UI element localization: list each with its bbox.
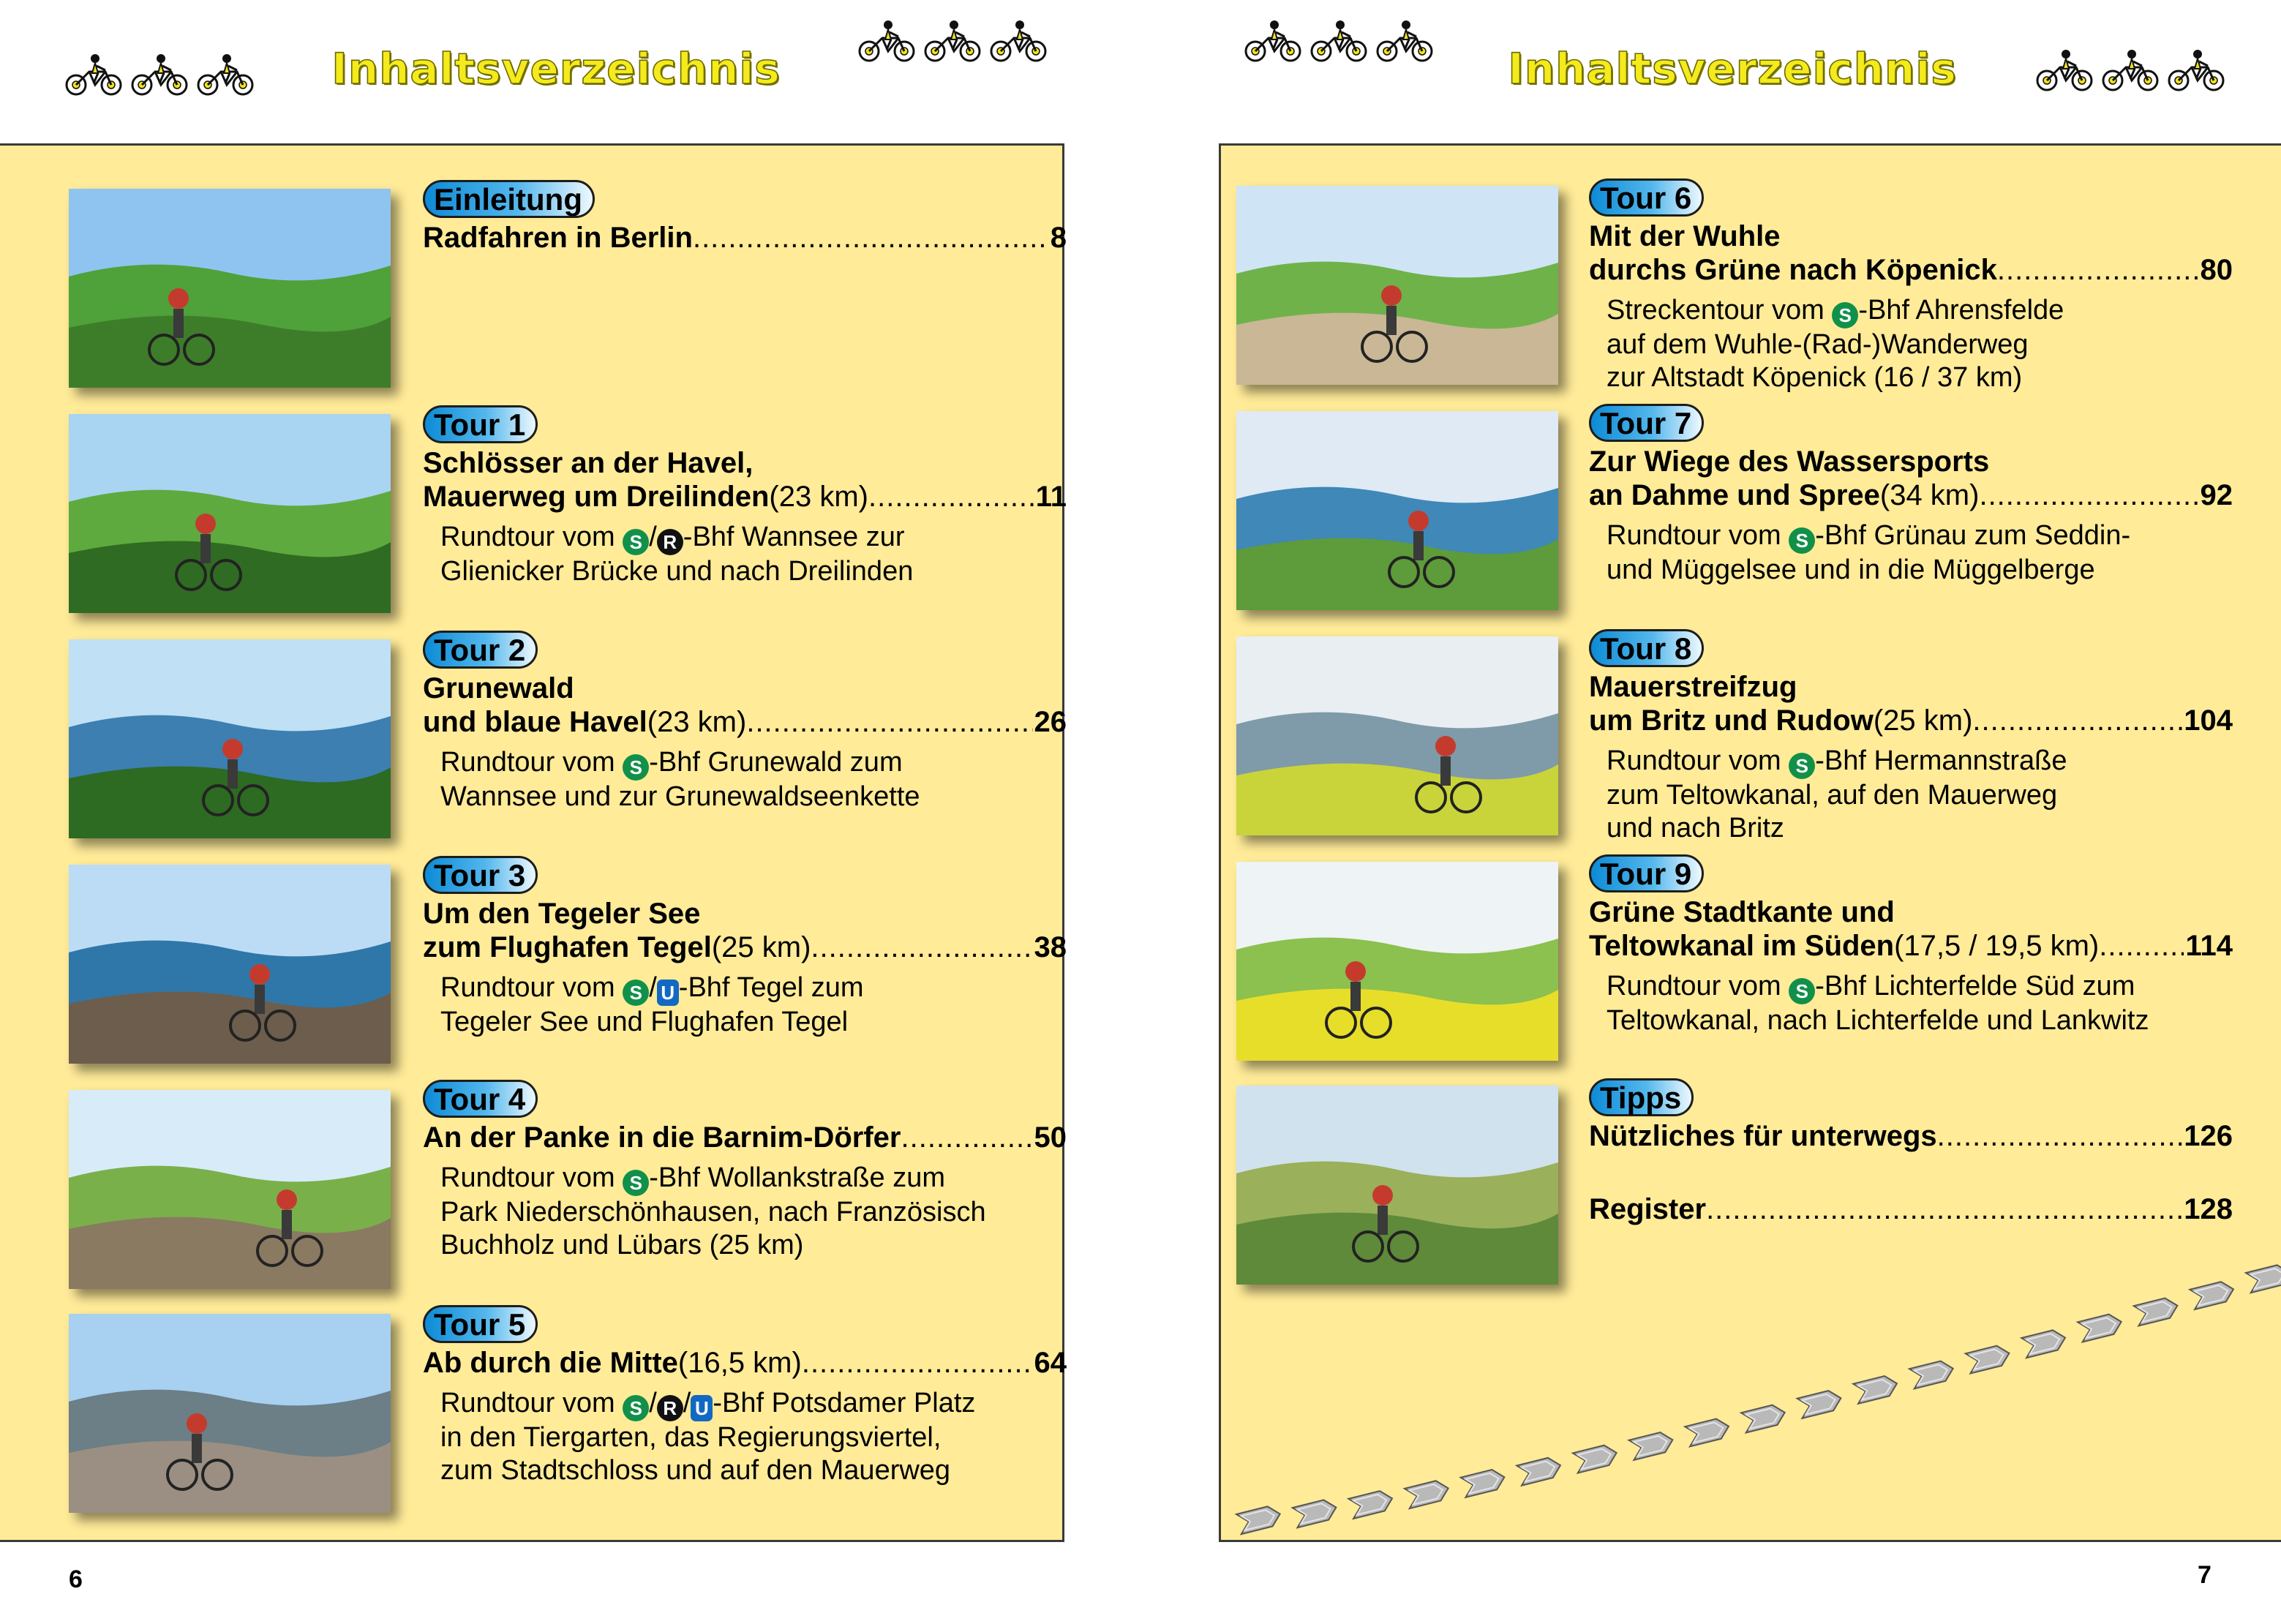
photo-image <box>69 639 391 838</box>
bicycle-icon <box>2035 47 2095 92</box>
photo-tour-6 <box>1236 186 1558 385</box>
u-bahn-icon: U <box>657 980 679 1006</box>
toc-entry-tour-3[interactable] <box>423 856 1067 1039</box>
bicycle-icon <box>1309 18 1369 63</box>
entry-description <box>423 746 1067 813</box>
page-number-right: 7 <box>2198 1561 2212 1589</box>
entry-title: und blaue Havel <box>423 706 647 738</box>
photo-tipps <box>1236 1086 1558 1285</box>
toc-line[interactable] <box>423 705 1067 739</box>
description-line <box>440 1162 1067 1196</box>
dot-leader <box>1937 1119 2183 1153</box>
bicycle-icon <box>130 51 190 97</box>
page-ref: 38 <box>1034 931 1067 963</box>
toc-line[interactable] <box>423 480 1067 514</box>
s-bahn-icon: S <box>623 529 649 555</box>
photo-tour-4 <box>69 1090 391 1289</box>
toc-entry-tour-8[interactable] <box>1589 629 2233 845</box>
description-line: Teltowkanal, nach Lichterfelde und Lankwitz <box>1607 1005 2149 1036</box>
photo-image <box>69 1090 391 1289</box>
description-post: -Bhf Grünau zum Seddin- <box>1815 520 2131 551</box>
description-line: Tegeler See und Flughafen Tegel <box>440 1007 849 1037</box>
dot-leader <box>693 221 1049 255</box>
bicycle-icon <box>989 18 1049 63</box>
bicycle-icon <box>64 51 124 97</box>
regional-train-icon: R <box>657 1395 683 1421</box>
description-line: Park Niederschönhausen, nach Französisch <box>440 1197 986 1228</box>
toc-entry-tour-1[interactable] <box>423 405 1067 588</box>
entry-title-line: Mauerstreifzug <box>1589 671 1797 703</box>
description-line <box>440 746 1067 781</box>
tour-badge: Einleitung <box>423 180 595 218</box>
toc-entry-tour-7[interactable] <box>1589 404 2233 587</box>
page-title-left: Inhaltsverzeichnis <box>331 44 781 94</box>
toc-entry-register[interactable] <box>1589 1192 2233 1226</box>
description-pre: Rundtour vom <box>440 747 623 778</box>
photo-tour-7 <box>1236 411 1558 610</box>
description-line <box>1607 294 2233 328</box>
description-post: -Bhf Wannsee zur <box>683 522 905 552</box>
tour-badge: Tipps <box>1589 1078 1694 1116</box>
bicycle-icon-group-left-a <box>64 51 256 97</box>
page-ref: 80 <box>2200 254 2233 286</box>
toc-entry-einleitung[interactable] <box>423 180 1067 255</box>
entry-title: Nützliches für unterwegs <box>1589 1120 1937 1152</box>
description-line: und Müggelsee und in die Müggelberge <box>1607 555 2095 585</box>
toc-line[interactable] <box>1589 704 2233 737</box>
entry-distance: (17,5 / 19,5 km) <box>1894 930 2100 962</box>
description-post: -Bhf Wollankstraße zum <box>649 1162 945 1193</box>
dot-leader <box>1979 478 2198 512</box>
s-bahn-icon: S <box>1789 753 1815 779</box>
description-post: -Bhf Lichterfelde Süd zum <box>1815 971 2135 1001</box>
s-bahn-icon: S <box>623 1170 649 1196</box>
dot-leader <box>1997 253 2199 287</box>
entry-distance: (25 km) <box>711 931 811 963</box>
entry-description <box>1589 970 2233 1037</box>
entry-description <box>423 521 1067 588</box>
entry-distance: (34 km) <box>1879 479 1980 511</box>
photo-image <box>69 865 391 1064</box>
page-title-right: Inhaltsverzeichnis <box>1508 44 1957 94</box>
entry-description <box>1589 294 2233 394</box>
toc-line[interactable] <box>1589 929 2233 963</box>
bicycle-icon <box>196 51 256 97</box>
description-line: Wannsee und zur Grunewaldseenkette <box>440 781 920 812</box>
page-ref: 92 <box>2200 479 2233 511</box>
description-pre: Rundtour vom <box>1607 745 1789 776</box>
tour-badge: Tour 3 <box>423 856 538 894</box>
tour-badge: Tour 9 <box>1589 854 1704 892</box>
dot-leader <box>811 931 1032 964</box>
description-pre: Rundtour vom <box>1607 971 1789 1001</box>
description-line: Rundtour vom S / R / U -Bhf Potsdamer Platz <box>440 1387 1067 1421</box>
toc-entry-tour-9[interactable] <box>1589 854 2233 1037</box>
page-ref: 8 <box>1050 222 1067 254</box>
toc-line[interactable] <box>423 1346 1067 1380</box>
bicycle-icon <box>923 18 983 63</box>
dot-leader <box>901 1121 1032 1154</box>
bicycle-icon <box>857 18 917 63</box>
entry-description <box>1589 519 2233 587</box>
description-post: -Bhf Ahrensfelde <box>1858 295 2064 326</box>
page-ref: 114 <box>2185 930 2233 962</box>
bicycle-icon-group-left-b <box>857 18 1049 63</box>
dot-leader <box>746 705 1032 739</box>
regional-train-icon: R <box>657 529 683 555</box>
entry-title-line: Zur Wiege des Wassersports <box>1589 446 1990 478</box>
s-bahn-icon: S <box>623 980 649 1006</box>
tour-badge: Tour 6 <box>1589 178 1704 217</box>
entry-title-line: Grunewald <box>423 672 574 704</box>
photo-image <box>1236 411 1558 610</box>
s-bahn-icon: S <box>623 1395 649 1421</box>
description-line: auf dem Wuhle-(Rad-)Wanderweg <box>1607 329 2029 360</box>
description-line: zum Teltowkanal, auf den Mauerweg <box>1607 780 2058 811</box>
photo-tour-5 <box>69 1314 391 1513</box>
photo-tour-3 <box>69 865 391 1064</box>
entry-title: Teltowkanal im Süden <box>1589 930 1895 962</box>
s-bahn-icon: S <box>1832 302 1858 328</box>
toc-line[interactable] <box>1589 1192 2233 1226</box>
photo-tour-2 <box>69 639 391 838</box>
entry-title-line: Grüne Stadtkante und <box>1589 896 1895 928</box>
description-line: Glienicker Brücke und nach Dreilinden <box>440 556 914 587</box>
toc-entry-tour-6[interactable] <box>1589 178 2233 394</box>
bicycle-icon-group-right-a <box>1244 18 1435 63</box>
tour-badge: Tour 7 <box>1589 404 1704 442</box>
description-post: -Bhf Potsdamer Platz <box>713 1388 976 1418</box>
photo-image <box>1236 1086 1558 1285</box>
photo-tour-8 <box>1236 636 1558 835</box>
toc-line[interactable] <box>1589 478 2233 512</box>
photo-image <box>1236 862 1558 1061</box>
toc-line[interactable] <box>1589 253 2233 287</box>
description-pre: Rundtour vom <box>1607 520 1789 551</box>
description-line: Buchholz und Lübars (25 km) <box>440 1230 804 1260</box>
description-line <box>1607 970 2233 1004</box>
description-pre: Streckentour vom <box>1607 295 1833 326</box>
description-line <box>1607 519 2233 554</box>
description-post: -Bhf Tegel zum <box>678 972 864 1003</box>
page-number-left: 6 <box>69 1565 83 1593</box>
description-line: in den Tiergarten, das Regierungsviertel, <box>440 1422 942 1453</box>
entry-description <box>1589 745 2233 845</box>
description-line: zum Stadtschloss und auf den Mauerweg <box>440 1455 951 1486</box>
entry-title: An der Panke in die Barnim-Dörfer <box>423 1121 901 1154</box>
description-line: zur Altstadt Köpenick (16 / 37 km) <box>1607 362 2023 393</box>
description-post: -Bhf Hermannstraße <box>1815 745 2067 776</box>
entry-description <box>423 971 1067 1039</box>
tour-badge: Tour 8 <box>1589 629 1704 667</box>
toc-line[interactable] <box>423 221 1067 255</box>
entry-title: durchs Grüne nach Köpenick <box>1589 254 1997 286</box>
tire-track-icon <box>1222 1244 2281 1544</box>
description-post: -Bhf Grunewald zum <box>649 747 903 778</box>
page-ref: 50 <box>1034 1121 1067 1154</box>
dot-leader <box>802 1346 1033 1380</box>
entry-title-line: Schlösser an der Havel, <box>423 447 754 479</box>
toc-entry-tipps[interactable] <box>1589 1078 2233 1153</box>
entry-title-line: Um den Tegeler See <box>423 898 701 930</box>
entry-title-line: Mit der Wuhle <box>1589 220 1781 252</box>
photo-image <box>1236 636 1558 835</box>
toc-line[interactable] <box>423 931 1067 964</box>
toc-line[interactable] <box>1589 1119 2233 1153</box>
entry-title: um Britz und Rudow <box>1589 704 1874 737</box>
toc-entry-tour-5[interactable] <box>423 1305 1067 1487</box>
dot-leader <box>1706 1192 2182 1226</box>
description-line: Rundtour vom S / U -Bhf Tegel zum <box>440 971 1067 1006</box>
u-bahn-icon: U <box>691 1395 713 1421</box>
description-line: Rundtour vom S / R -Bhf Wannsee zur <box>440 521 1067 555</box>
entry-title: zum Flughafen Tegel <box>423 931 712 963</box>
tour-badge: Tour 1 <box>423 405 538 443</box>
entry-distance: (16,5 km) <box>677 1347 802 1379</box>
page-ref: 64 <box>1034 1347 1067 1379</box>
entry-title: Register <box>1589 1193 1707 1225</box>
s-bahn-icon: S <box>1789 527 1815 554</box>
photo-tour-1 <box>69 414 391 613</box>
tour-badge: Tour 2 <box>423 631 538 669</box>
bicycle-icon <box>2101 47 2161 92</box>
page-ref: 11 <box>1035 481 1067 513</box>
page-ref: 26 <box>1034 706 1067 738</box>
s-bahn-icon: S <box>1789 978 1815 1004</box>
photo-image <box>1236 186 1558 385</box>
description-line <box>1607 745 2233 779</box>
entry-title: an Dahme und Spree <box>1589 479 1880 511</box>
entry-distance: (25 km) <box>1873 704 1973 737</box>
dot-leader <box>868 480 1034 514</box>
description-pre: Rundtour vom <box>440 972 623 1003</box>
description-pre: Rundtour vom <box>440 1388 623 1418</box>
bicycle-icon-group-right-b <box>2035 47 2227 92</box>
entry-title: Radfahren in Berlin <box>423 222 693 254</box>
photo-image <box>69 1314 391 1513</box>
dot-leader <box>1972 704 2182 737</box>
page-ref: 126 <box>2184 1120 2233 1152</box>
bicycle-icon <box>1244 18 1304 63</box>
entry-title: Mauerweg um Dreilinden <box>423 481 770 513</box>
photo-tour-9 <box>1236 862 1558 1061</box>
bicycle-icon <box>1375 18 1435 63</box>
dot-leader <box>2099 929 2184 963</box>
toc-entry-tour-2[interactable] <box>423 631 1067 813</box>
tour-badge: Tour 4 <box>423 1080 538 1118</box>
entry-title: Ab durch die Mitte <box>423 1347 678 1379</box>
description-pre: Rundtour vom <box>440 1162 623 1193</box>
description-line: und nach Britz <box>1607 813 1784 843</box>
page-ref: 104 <box>2184 704 2233 737</box>
page-ref: 128 <box>2184 1193 2233 1225</box>
s-bahn-icon: S <box>623 754 649 781</box>
entry-distance: (23 km) <box>769 481 868 513</box>
tour-badge: Tour 5 <box>423 1305 538 1343</box>
entry-description <box>423 1387 1067 1487</box>
photo-image <box>69 414 391 613</box>
photo-image <box>69 189 391 388</box>
toc-line[interactable] <box>423 1121 1067 1154</box>
entry-distance: (23 km) <box>647 706 747 738</box>
description-pre: Rundtour vom <box>440 522 623 552</box>
bicycle-icon <box>2167 47 2227 92</box>
photo-einleitung <box>69 189 391 388</box>
toc-entry-tour-4[interactable] <box>423 1080 1067 1262</box>
entry-description <box>423 1162 1067 1262</box>
